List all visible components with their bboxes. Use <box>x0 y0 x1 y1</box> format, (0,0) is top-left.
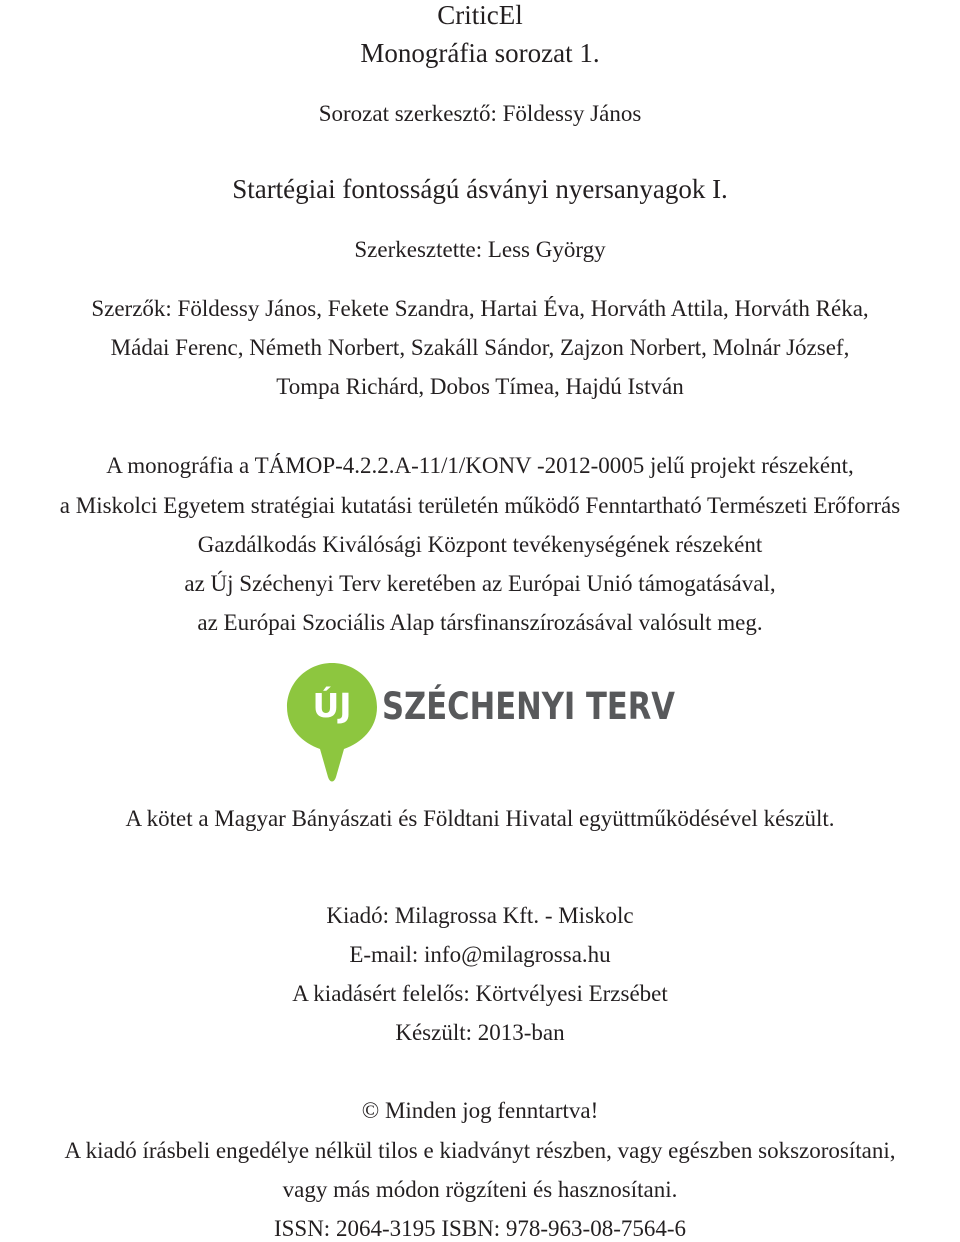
book-editor: Szerkesztette: Less György <box>354 237 606 262</box>
series-name: CriticEl <box>437 0 523 30</box>
issn-isbn: ISSN: 2064-3195 ISBN: 978-963-08-7564-6 <box>273 1216 687 1241</box>
book-title: Startégiai fontosságú ásványi nyersanyagok I. <box>232 174 728 204</box>
authors-line-3: Tompa Richárd, Dobos Tímea, Hajdú István <box>276 374 684 399</box>
logo-wordmark: SZÉCHENYI TERV <box>382 685 737 728</box>
series-title: Monográfia sorozat 1. <box>360 38 600 68</box>
publication-year: Készült: 2013-ban <box>395 1020 565 1045</box>
authors-line-2: Mádai Ferenc, Németh Norbert, Szakáll Sándor, Zajzon Norbert, Molnár József, <box>110 335 850 360</box>
authors-line-1: Szerzők: Földessy János, Fekete Szandra, Hartai Éva, Horváth Attila, Horváth Réka, <box>91 296 869 321</box>
publisher-name: Kiadó: Milagrossa Kft. - Miskolc <box>326 903 634 928</box>
copyright-notice: © Minden jog fenntartva! <box>361 1098 599 1123</box>
publisher-responsible: A kiadásért felelős: Körtvélyesi Erzsébet <box>292 981 668 1006</box>
funding-line-4: az Új Széchenyi Terv keretében az Európai Unió támogatásával, <box>184 571 776 596</box>
publisher-email: E-mail: info@milagrossa.hu <box>349 942 611 967</box>
rights-line-2: vagy más módon rögzíteni és hasznosítani. <box>282 1177 678 1202</box>
series-editor: Sorozat szerkesztő: Földessy János <box>318 101 642 126</box>
funding-line-1: A monográfia a TÁMOP-4.2.2.A-11/1/KONV -2012-0005 jelű projekt részeként, <box>106 453 854 478</box>
uj-szechenyi-terv-logo <box>287 663 737 783</box>
funding-line-3: Gazdálkodás Kiválósági Központ tevékenységének részeként <box>197 532 763 557</box>
funding-line-5: az Európai Szociális Alap társfinanszírozásával valósult meg. <box>197 610 763 635</box>
rights-line-1: A kiadó írásbeli engedélye nélkül tilos e kiadványt részben, vagy egészben sokszorosítani, <box>64 1138 896 1163</box>
logo-badge-text: ÚJ <box>312 686 352 725</box>
funding-line-2: a Miskolci Egyetem stratégiai kutatási területén működő Fenntartható Természeti Erőforrás <box>59 493 901 518</box>
cooperation-note: A kötet a Magyar Bányászati és Földtani Hivatal együttműködésével készült. <box>125 806 835 831</box>
